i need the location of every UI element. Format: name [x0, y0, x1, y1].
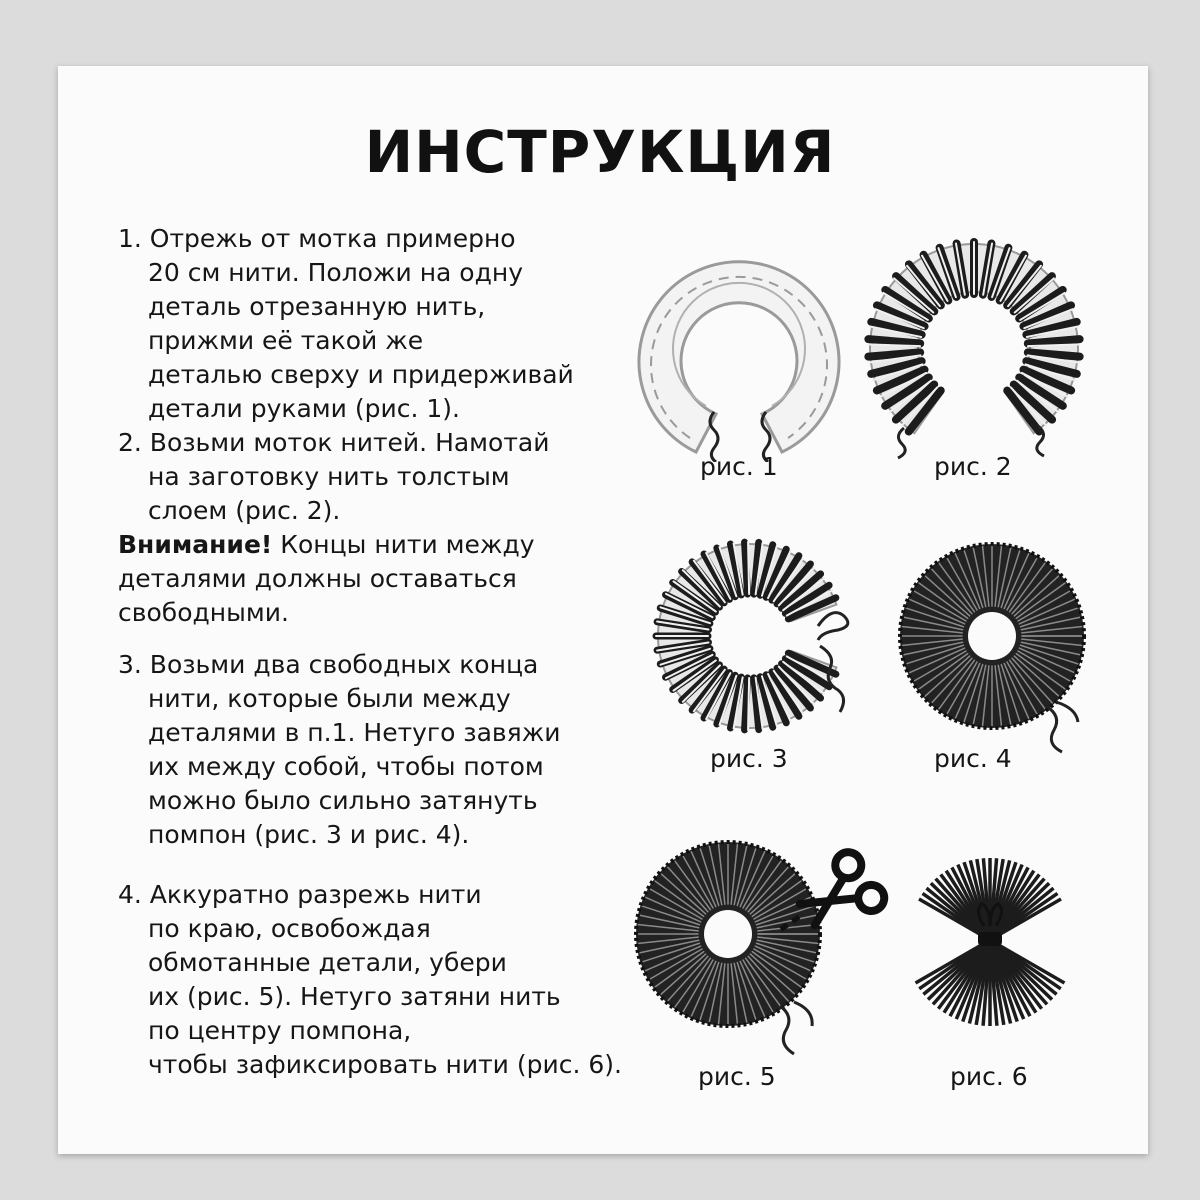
step-3-line: 3. Возьми два свободных конца: [118, 650, 539, 679]
attention-line: свободными.: [118, 598, 289, 627]
step-1-line: 1. Отрежь от мотка примерно: [118, 224, 516, 253]
step-1-line: детали руками (рис. 1).: [148, 394, 460, 423]
page-title: ИНСТРУКЦИЯ: [364, 118, 836, 186]
fig-1-caption: рис. 1: [700, 452, 778, 481]
step-3-line: помпон (рис. 3 и рис. 4).: [148, 820, 470, 849]
fig-5-cut-illustration: [630, 826, 900, 1062]
step-1-line: 20 см нити. Положи на одну: [148, 258, 524, 287]
step-4-line: 4. Аккуратно разрежь нити: [118, 880, 482, 909]
attention-line: деталями должны оставаться: [118, 564, 517, 593]
instruction-text: [118, 222, 638, 1082]
step-3-line: их между собой, чтобы потом: [148, 752, 544, 781]
attention-label: Внимание!: [118, 530, 273, 559]
step-4-line: их (рис. 5). Нетуго затяни нить: [148, 982, 561, 1011]
fig-3-caption: рис. 3: [710, 744, 788, 773]
step-3-line: нити, которые были между: [148, 684, 511, 713]
fig-1-template-illustration: [626, 252, 852, 462]
step-4: [118, 878, 638, 1082]
step-4-line: обмотанные детали, убери: [148, 948, 507, 977]
fig-4-caption: рис. 4: [934, 744, 1012, 773]
step-1-line: деталь отрезанную нить,: [148, 292, 486, 321]
step-2-line: слоем (рис. 2).: [148, 496, 341, 525]
attention-text: Концы нити между: [272, 530, 535, 559]
attention-note: [118, 528, 638, 630]
step-2-line: 2. Возьми моток нитей. Намотай: [118, 428, 550, 457]
step-1-line: деталью сверху и придерживай: [148, 360, 574, 389]
step-2-line: на заготовку нить толстым: [148, 462, 510, 491]
step-4-line: по центру помпона,: [148, 1016, 412, 1045]
step-1-line: прижми её такой же: [148, 326, 424, 355]
step-2: [118, 426, 638, 528]
fig-6-caption: рис. 6: [950, 1062, 1028, 1091]
fig-2-caption: рис. 2: [934, 452, 1012, 481]
fig-5-caption: рис. 5: [698, 1062, 776, 1091]
fig-4-donut-illustration: [896, 536, 1096, 766]
fig-2-wound-illustration: [854, 236, 1094, 460]
step-3-line: деталями в п.1. Нетуго завяжи: [148, 718, 561, 747]
fig-3-ring-illustration: [650, 536, 870, 750]
step-4-line: чтобы зафиксировать нити (рис. 6).: [148, 1050, 622, 1079]
fig-6-tied-pompom-illustration: [910, 848, 1070, 1038]
step-3: [118, 648, 638, 852]
step-4-line: по краю, освобождая: [148, 914, 431, 943]
step-3-line: можно было сильно затянуть: [148, 786, 538, 815]
step-1: [118, 222, 638, 426]
